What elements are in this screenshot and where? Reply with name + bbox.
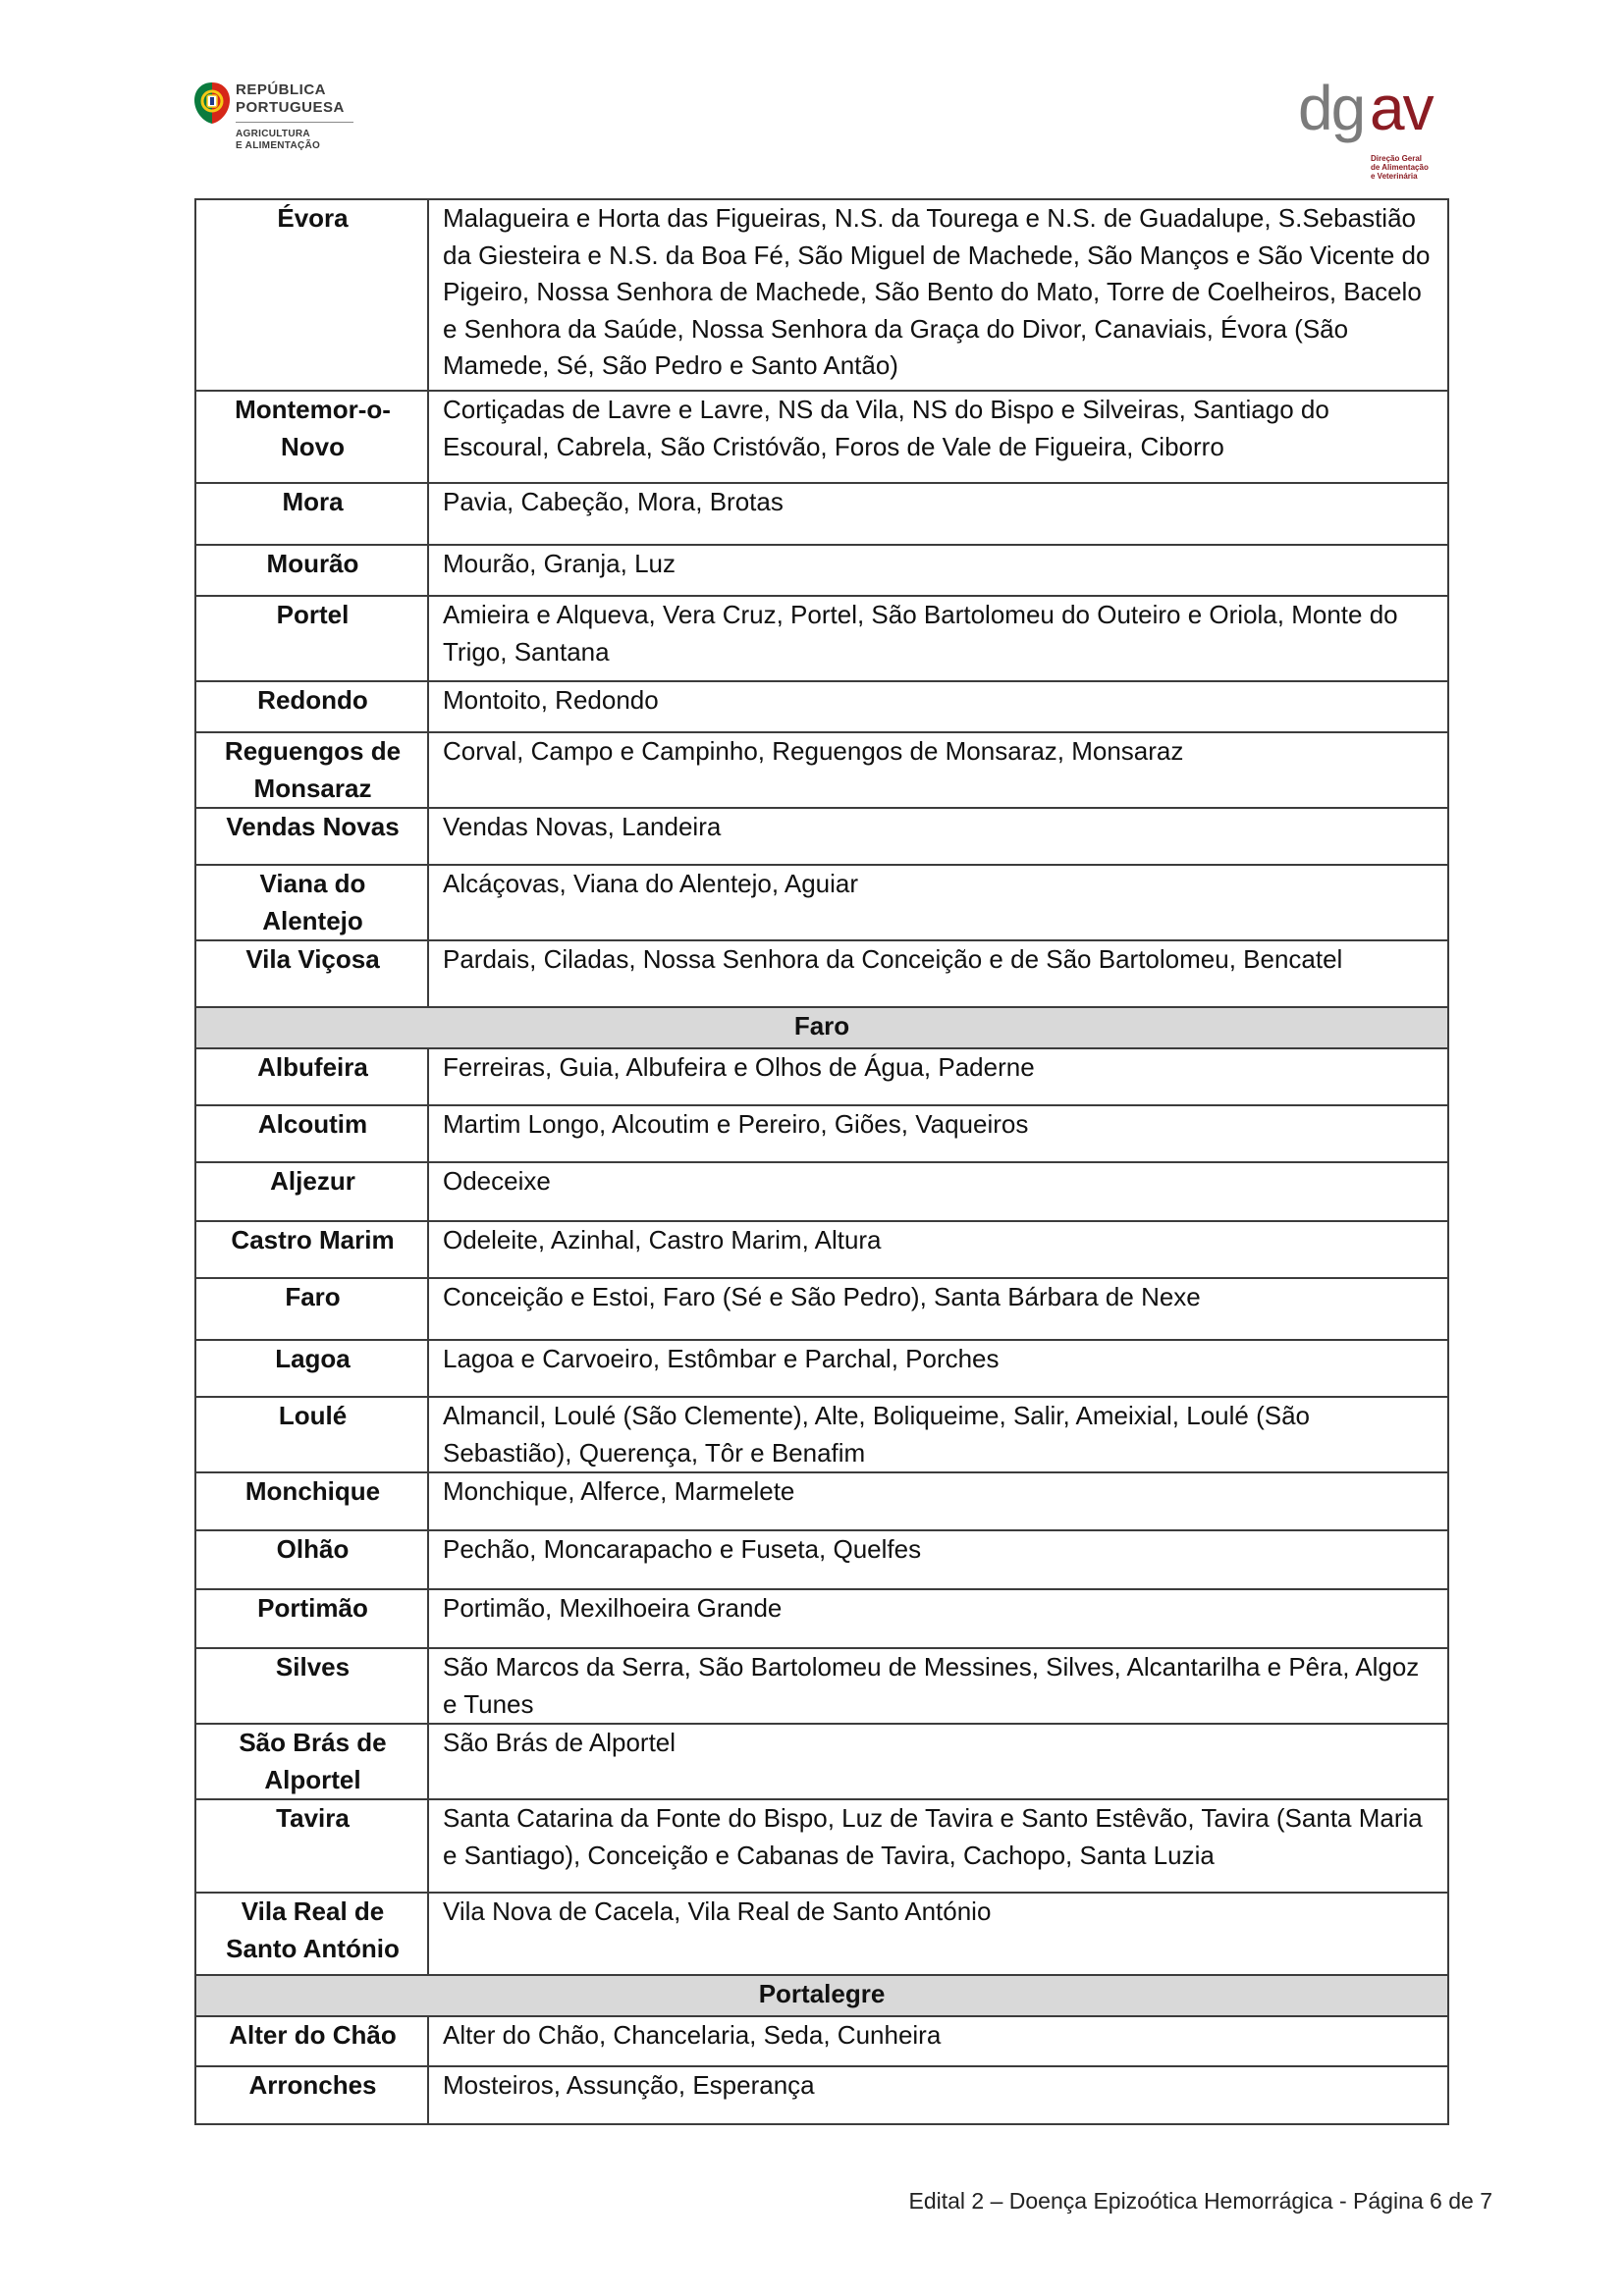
table-row (195, 1278, 1448, 1340)
table-row (195, 865, 1448, 940)
parishes-cell: São Marcos da Serra, São Bartolomeu de Messines, Silves, Alcantarilha e Pêra, Algoz e Tunes (428, 1648, 1448, 1724)
parishes-table (194, 198, 1449, 2125)
municipality-cell: Vila Viçosa (195, 940, 428, 1007)
municipality-cell: Faro (195, 1278, 428, 1340)
municipality-cell: Castro Marim (195, 1221, 428, 1278)
table-row (195, 1648, 1448, 1724)
municipality-cell: Reguengos de Monsaraz (195, 732, 428, 808)
municipality-cell: Albufeira (195, 1048, 428, 1105)
republica-portuguesa-logo (192, 79, 369, 163)
parishes-cell: Monchique, Alferce, Marmelete (428, 1472, 1448, 1530)
table-row (195, 940, 1448, 1007)
parishes-cell: Mosteiros, Assunção, Esperança (428, 2066, 1448, 2124)
district-section-row (195, 1975, 1448, 2016)
portuguese-emblem-icon (192, 79, 232, 126)
district-section-heading: Faro (195, 1007, 1448, 1048)
table-row (195, 1105, 1448, 1162)
municipality-cell: São Brás de Alportel (195, 1724, 428, 1799)
table-row (195, 1472, 1448, 1530)
table-row (195, 1589, 1448, 1648)
table-row (195, 732, 1448, 808)
municipality-cell: Olhão (195, 1530, 428, 1589)
parishes-cell: Mourão, Granja, Luz (428, 545, 1448, 596)
table-row (195, 545, 1448, 596)
parishes-cell: Amieira e Alqueva, Vera Cruz, Portel, São Bartolomeu do Outeiro e Oriola, Monte do Trigo, Santana (428, 596, 1448, 681)
parishes-cell: Pavia, Cabeção, Mora, Brotas (428, 483, 1448, 545)
table-row (195, 1893, 1448, 1975)
municipality-cell: Arronches (195, 2066, 428, 2124)
parishes-cell: Pechão, Moncarapacho e Fuseta, Quelfes (428, 1530, 1448, 1589)
municipality-cell: Aljezur (195, 1162, 428, 1221)
parishes-cell: Cortiçadas de Lavre e Lavre, NS da Vila, NS do Bispo e Silveiras, Santiago do Escoural, Cabrela, São Cristóvão, Foros de Vale de Figueira, Ciborro (428, 391, 1448, 483)
dgav-logo-subtitle (1371, 155, 1429, 181)
table-row (195, 483, 1448, 545)
parishes-cell: Portimão, Mexilhoeira Grande (428, 1589, 1448, 1648)
parishes-cell: Ferreiras, Guia, Albufeira e Olhos de Água, Paderne (428, 1048, 1448, 1105)
municipality-cell: Évora (195, 199, 428, 391)
table-row (195, 2016, 1448, 2066)
municipality-cell: Mourão (195, 545, 428, 596)
parishes-cell: Alter do Chão, Chancelaria, Seda, Cunheira (428, 2016, 1448, 2066)
table-row (195, 199, 1448, 391)
table-row (195, 1530, 1448, 1589)
municipality-cell: Mora (195, 483, 428, 545)
municipality-cell: Silves (195, 1648, 428, 1724)
table-row (195, 2066, 1448, 2124)
district-section-row (195, 1007, 1448, 1048)
table-row (195, 1048, 1448, 1105)
table-row (195, 1340, 1448, 1397)
parishes-cell: Martim Longo, Alcoutim e Pereiro, Giões, Vaqueiros (428, 1105, 1448, 1162)
municipality-cell: Montemor-o-Novo (195, 391, 428, 483)
table-row (195, 1397, 1448, 1472)
table-row (195, 808, 1448, 865)
municipality-cell: Lagoa (195, 1340, 428, 1397)
municipality-cell: Portimão (195, 1589, 428, 1648)
parishes-cell: Odeceixe (428, 1162, 1448, 1221)
parishes-cell: Conceição e Estoi, Faro (Sé e São Pedro), Santa Bárbara de Nexe (428, 1278, 1448, 1340)
municipality-cell: Alter do Chão (195, 2016, 428, 2066)
municipality-cell: Redondo (195, 681, 428, 732)
parishes-cell: Almancil, Loulé (São Clemente), Alte, Boliqueime, Salir, Ameixial, Loulé (São Sebastião), Querença, Tôr e Benafim (428, 1397, 1448, 1472)
table-row (195, 1799, 1448, 1893)
parishes-cell: Pardais, Ciladas, Nossa Senhora da Conceição e de São Bartolomeu, Bencatel (428, 940, 1448, 1007)
municipality-cell: Viana do Alentejo (195, 865, 428, 940)
logo-divider (236, 122, 353, 123)
parishes-cell: Lagoa e Carvoeiro, Estômbar e Parchal, Porches (428, 1340, 1448, 1397)
dgav-logo-gray-text: dg (1298, 73, 1365, 143)
logo-line-4: E ALIMENTAÇÃO (236, 140, 321, 151)
parishes-cell: Montoito, Redondo (428, 681, 1448, 732)
logo-line-3: AGRICULTURA (236, 129, 310, 139)
parishes-cell: São Brás de Alportel (428, 1724, 1448, 1799)
table-row (195, 391, 1448, 483)
table-row (195, 1162, 1448, 1221)
parishes-cell: Malagueira e Horta das Figueiras, N.S. da Tourega e N.S. de Guadalupe, S.Sebastião da Giesteira e N.S. da Boa Fé, São Miguel de Machede, São Manços e São Vicente do Pigeiro, Nossa Senhora de Machede, São Bento do Mato, Torre de Coelheiros, Bacelo e Senhora da Saúde, Nossa Senhora da Graça do Divor, Canaviais, Évora (São Mamede, Sé, São Pedro e Santo Antão) (428, 199, 1448, 391)
page-footer: Edital 2 – Doença Epizoótica Hemorrágica - Página 6 de 7 (908, 2188, 1492, 2214)
municipality-cell: Alcoutim (195, 1105, 428, 1162)
municipality-cell: Loulé (195, 1397, 428, 1472)
parishes-cell: Vendas Novas, Landeira (428, 808, 1448, 865)
logo-line-2: PORTUGUESA (236, 99, 345, 116)
dgav-logo-red-text: av (1370, 73, 1433, 143)
dgav-subtitle-line-1: Direção Geral (1371, 154, 1423, 163)
municipality-cell: Monchique (195, 1472, 428, 1530)
dgav-subtitle-line-3: e Veterinária (1371, 171, 1418, 181)
parishes-cell: Alcáçovas, Viana do Alentejo, Aguiar (428, 865, 1448, 940)
dgav-logo (1298, 73, 1451, 181)
table-row (195, 596, 1448, 681)
parishes-cell: Corval, Campo e Campinho, Reguengos de Monsaraz, Monsaraz (428, 732, 1448, 808)
parishes-cell: Vila Nova de Cacela, Vila Real de Santo António (428, 1893, 1448, 1975)
parishes-table-body (195, 199, 1448, 2124)
parishes-cell: Odeleite, Azinhal, Castro Marim, Altura (428, 1221, 1448, 1278)
table-row (195, 1724, 1448, 1799)
table-row (195, 1221, 1448, 1278)
municipality-cell: Vendas Novas (195, 808, 428, 865)
parishes-cell: Santa Catarina da Fonte do Bispo, Luz de Tavira e Santo Estêvão, Tavira (Santa Maria e Santiago), Conceição e Cabanas de Tavira, Cachopo, Santa Luzia (428, 1799, 1448, 1893)
logo-line-1: REPÚBLICA (236, 81, 327, 98)
table-row (195, 681, 1448, 732)
municipality-cell: Vila Real de Santo António (195, 1893, 428, 1975)
municipality-cell: Portel (195, 596, 428, 681)
municipality-cell: Tavira (195, 1799, 428, 1893)
district-section-heading: Portalegre (195, 1975, 1448, 2016)
dgav-subtitle-line-2: de Alimentação (1371, 162, 1429, 172)
